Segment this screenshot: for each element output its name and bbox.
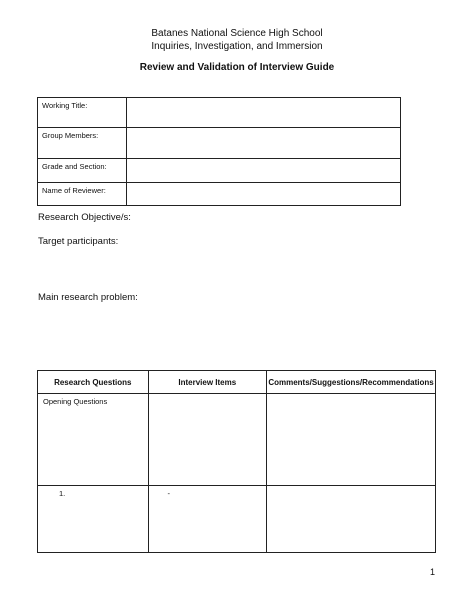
column-header-interview-items: Interview Items <box>148 371 266 394</box>
working-title-label: Working Title: <box>38 98 127 128</box>
column-header-research-questions: Research Questions <box>38 371 149 394</box>
table-row <box>38 183 401 206</box>
research-objective-label: Research Objective/s: <box>38 212 131 223</box>
group-members-label: Group Members: <box>38 128 127 159</box>
bullet-dash: - <box>167 489 171 498</box>
subject-name: Inquiries, Investigation, and Immersion <box>151 41 323 52</box>
grade-section-label: Grade and Section: <box>38 159 127 183</box>
reviewer-name-field[interactable] <box>127 183 401 206</box>
questions-table <box>37 370 436 553</box>
table-cell[interactable] <box>267 486 436 553</box>
table-header-row <box>38 371 436 394</box>
grade-section-field[interactable] <box>127 159 401 183</box>
column-header-comments: Comments/Suggestions/Recommendations <box>267 371 436 394</box>
reviewer-name-label: Name of Reviewer: <box>38 183 127 206</box>
table-cell[interactable] <box>38 486 149 553</box>
table-cell[interactable]: Opening Questions <box>38 394 149 486</box>
table-row <box>38 159 401 183</box>
working-title-field[interactable] <box>127 98 401 128</box>
document-title: Review and Validation of Interview Guide <box>139 62 335 73</box>
document-header <box>0 27 474 53</box>
table-row <box>38 128 401 159</box>
target-participants-label: Target participants: <box>38 236 119 247</box>
table-cell[interactable] <box>148 394 266 486</box>
table-row <box>38 98 401 128</box>
school-name: Batanes National Science High School <box>151 28 323 39</box>
table-row <box>38 394 436 486</box>
table-row <box>38 486 436 553</box>
table-cell[interactable] <box>267 394 436 486</box>
page-number: 1 <box>430 567 436 577</box>
main-problem-label: Main research problem: <box>38 292 138 303</box>
list-number: 1. <box>59 489 66 498</box>
table-cell[interactable] <box>148 486 266 553</box>
group-members-field[interactable] <box>127 128 401 159</box>
info-table <box>37 97 401 206</box>
